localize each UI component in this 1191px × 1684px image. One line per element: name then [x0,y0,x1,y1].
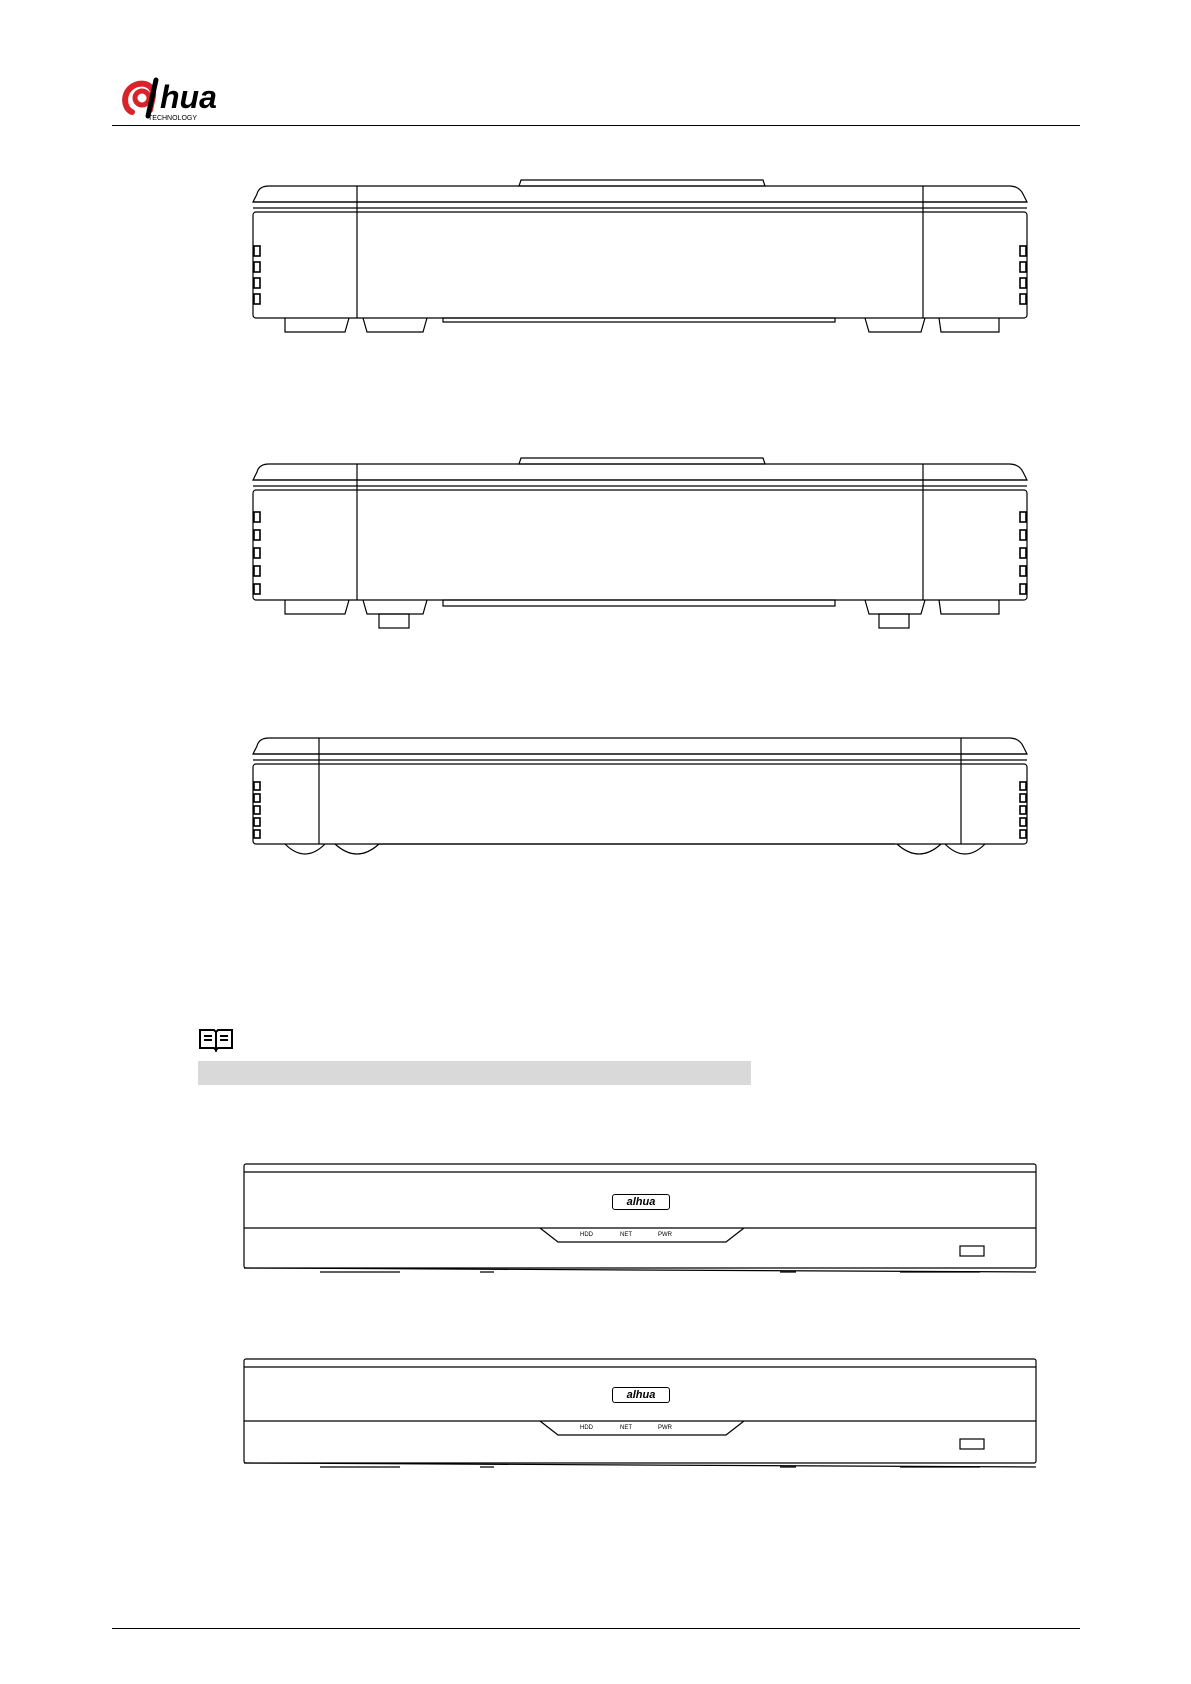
pwr-indicator: PWR [658,1425,672,1431]
book-icon [198,1026,234,1052]
brand-tagline: TECHNOLOGY [148,115,198,122]
brand-text: hua [160,79,217,115]
device-front-view-1 [240,1160,1040,1284]
hdd-indicator: HDD [580,1425,593,1431]
footer-rule [112,1628,1080,1629]
pwr-indicator: PWR [658,1232,672,1238]
front-brand-logo: alhua [612,1387,670,1403]
company-logo [120,72,260,122]
header-rule [112,125,1080,126]
note-highlight-bar [198,1061,751,1085]
hdd-indicator: HDD [580,1232,593,1238]
device-side-view-1 [245,172,1035,360]
device-side-view-3 [245,730,1035,878]
front-brand-logo: alhua [612,1194,670,1210]
note-text [198,1065,202,1081]
net-indicator: NET [620,1425,632,1431]
device-front-view-2 [240,1355,1040,1479]
device-side-view-2 [245,456,1035,654]
net-indicator: NET [620,1232,632,1238]
